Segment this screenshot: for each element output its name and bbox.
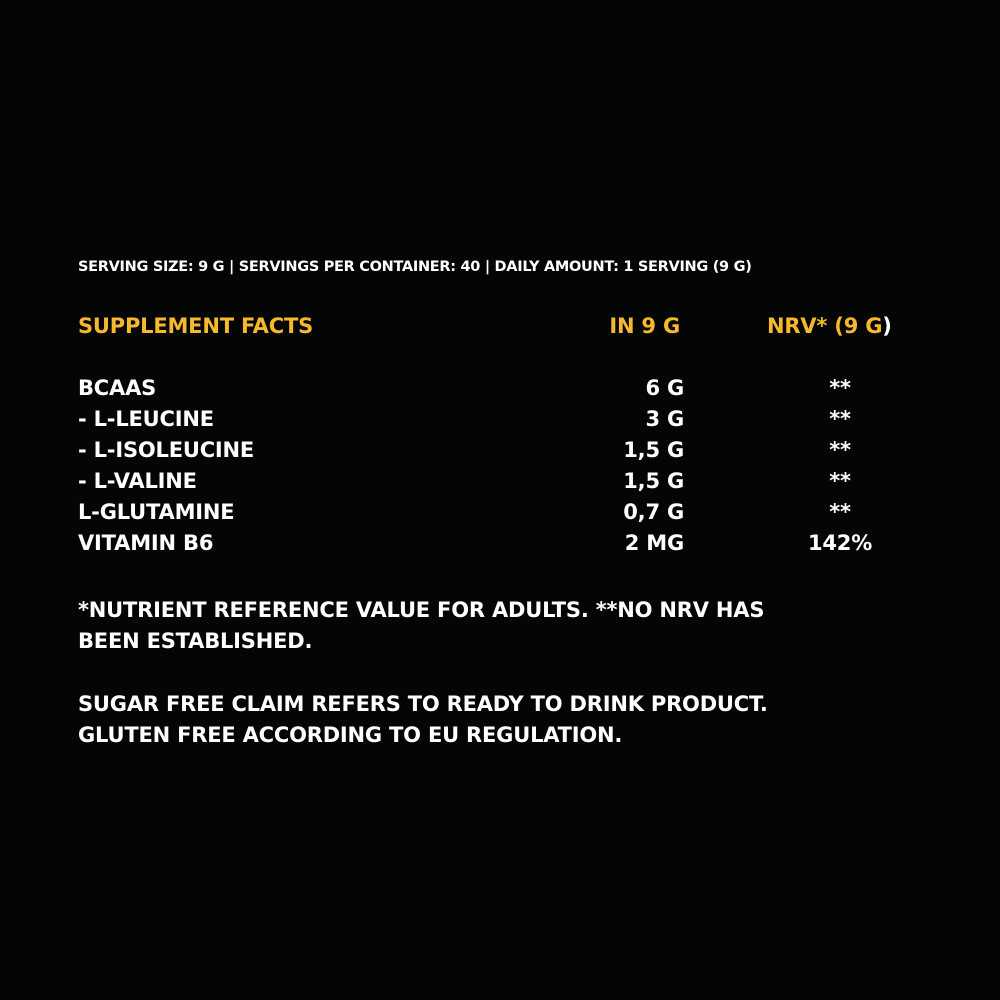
gluten-free-note: GLUTEN FREE ACCORDING TO EU REGULATION. — [78, 723, 623, 747]
ingredient-name: BCAAS — [78, 376, 157, 400]
ingredient-name: - L-VALINE — [78, 469, 197, 493]
sugar-free-note: SUGAR FREE CLAIM REFERS TO READY TO DRINK PRODUCT. — [78, 692, 768, 716]
nrv-footnote — [78, 595, 898, 657]
table-row — [0, 376, 1000, 407]
header-amount: IN 9 G — [609, 314, 680, 338]
table-row — [0, 407, 1000, 438]
ingredient-nrv: ** — [829, 407, 851, 431]
table-row — [0, 469, 1000, 500]
supplement-facts-table — [0, 376, 1000, 562]
ingredient-nrv: ** — [829, 438, 851, 462]
header-nrv — [767, 314, 892, 338]
ingredient-name: VITAMIN B6 — [78, 531, 214, 555]
ingredient-nrv: ** — [829, 469, 851, 493]
table-row — [0, 438, 1000, 469]
table-row — [0, 500, 1000, 531]
ingredient-amount: 6 G — [645, 376, 684, 400]
ingredient-name: L-GLUTAMINE — [78, 500, 235, 524]
ingredient-name: - L-LEUCINE — [78, 407, 214, 431]
header-nrv-label: NRV* (9 G — [767, 314, 883, 338]
nrv-footnote-line1: *NUTRIENT REFERENCE VALUE FOR ADULTS. **NO NRV HAS — [78, 598, 765, 622]
ingredient-name: - L-ISOLEUCINE — [78, 438, 255, 462]
table-row — [0, 531, 1000, 562]
ingredient-nrv: 142% — [807, 531, 873, 555]
ingredient-amount: 1,5 G — [623, 438, 684, 462]
nrv-footnote-line2: BEEN ESTABLISHED. — [78, 629, 313, 653]
ingredient-amount: 2 MG — [624, 531, 684, 555]
ingredient-nrv: ** — [829, 376, 851, 400]
claims-footnote — [78, 689, 898, 751]
ingredient-amount: 3 G — [645, 407, 684, 431]
header-title: SUPPLEMENT FACTS — [78, 314, 313, 338]
supplement-facts-header — [0, 314, 1000, 346]
ingredient-nrv: ** — [829, 500, 851, 524]
ingredient-amount: 1,5 G — [623, 469, 684, 493]
ingredient-amount: 0,7 G — [623, 500, 684, 524]
serving-info: SERVING SIZE: 9 G | SERVINGS PER CONTAINER: 40 | DAILY AMOUNT: 1 SERVING (9 G) — [78, 259, 752, 275]
header-nrv-close: ) — [882, 314, 892, 338]
